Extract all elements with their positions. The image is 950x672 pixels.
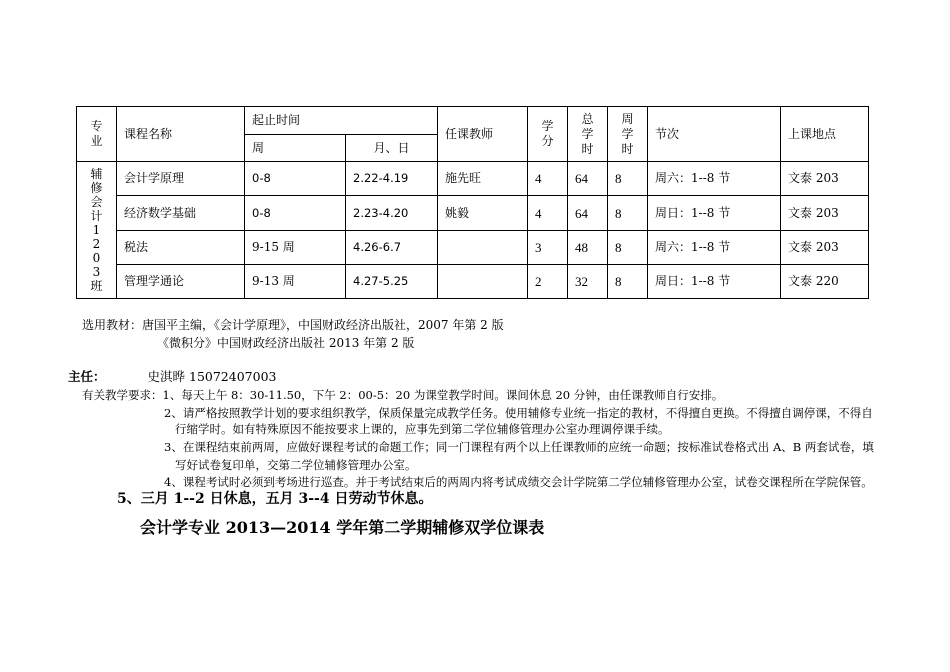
hours-value: 64 — [568, 162, 608, 196]
requirement-3-line-1: 3、在课程结束前两周，应做好课程考试的命题工作；同一门课程有两个以上任课教师的应统一命题；按标准试卷格式出 A、B 两套试卷，填 — [164, 440, 874, 454]
teacher-name: 姚毅 — [438, 196, 528, 230]
date-range: 2.23-4.20 — [346, 196, 438, 230]
header-week: 周 — [245, 135, 346, 162]
header-major: 专业 — [77, 107, 117, 162]
credit-value: 3 — [528, 230, 568, 264]
week-range: 9-13 周 — [245, 264, 346, 298]
header-row — [77, 107, 869, 135]
course-schedule-table — [76, 106, 869, 299]
hours-value: 64 — [568, 196, 608, 230]
requirements-intro: 有关教学要求：1、每天上午 8：30-11.50，下午 2：00-5：20 为课堂教学时间。课间休息 20 分钟，由任课教师自行安排。 — [82, 388, 724, 402]
header-teacher: 任课教师 — [438, 107, 528, 162]
sessions-value: 周六：1--8 节 — [648, 230, 781, 264]
location-value: 文泰 203 — [781, 196, 869, 230]
requirement-3-line-2: 写好试卷复印单，交第二学位辅修管理办公室。 — [175, 458, 417, 472]
weekly-hours-value: 8 — [608, 196, 648, 230]
requirement-2-line-2: 行缩学时。如有特殊原因不能按要求上课的，应事先到第二学位辅修管理办公室办理调停课手续。 — [175, 422, 670, 436]
sessions-value: 周日：1--8 节 — [648, 264, 781, 298]
course-name: 会计学原理 — [117, 162, 245, 196]
header-date: 月、日 — [346, 135, 438, 162]
supervisor-label: 主任： — [68, 369, 106, 384]
teacher-name — [438, 230, 528, 264]
sessions-value: 周六：1--8 节 — [648, 162, 781, 196]
hours-value: 32 — [568, 264, 608, 298]
header-course: 课程名称 — [117, 107, 245, 162]
class-label: 辅修会计1203班 — [77, 162, 117, 299]
requirement-4: 4、课程考试时必须到考场进行巡查。并于考试结束后的两周内将考试成绩交会计学院第二学位辅修管理办公室，试卷交课程所在学院保管。 — [164, 475, 873, 489]
requirement-2-line-1: 2、请严格按照教学计划的要求组织教学，保质保量完成教学任务。使用辅修专业统一指定的教材，不得擅自更换。不得擅自调停课，不得自 — [164, 406, 873, 420]
header-weekly-hours: 周学时 — [608, 107, 648, 162]
header-hours: 总学时 — [568, 107, 608, 162]
credit-value: 4 — [528, 196, 568, 230]
table-row — [77, 162, 869, 196]
textbooks-line-1: 选用教材：唐国平主编，《会计学原理》，中国财政经济出版社，2007 年第 2 版 — [82, 318, 504, 332]
credit-value: 2 — [528, 264, 568, 298]
date-range: 4.26-6.7 — [346, 230, 438, 264]
table-row — [77, 196, 869, 230]
weekly-hours-value: 8 — [608, 264, 648, 298]
requirement-5: 5、三月 1--2 日休息，五月 3--4 日劳动节休息。 — [117, 491, 433, 507]
weekly-hours-value: 8 — [608, 162, 648, 196]
table-row — [77, 264, 869, 298]
page-title: 会计学专业 2013—2014 学年第二学期辅修双学位课表 — [140, 518, 545, 537]
header-credit: 学分 — [528, 107, 568, 162]
credit-value: 4 — [528, 162, 568, 196]
date-range: 4.27-5.25 — [346, 264, 438, 298]
weekly-hours-value: 8 — [608, 230, 648, 264]
sessions-value: 周日：1--8 节 — [648, 196, 781, 230]
header-sessions: 节次 — [648, 107, 781, 162]
course-name: 管理学通论 — [117, 264, 245, 298]
supervisor-value: 史淇晔 15072407003 — [147, 369, 277, 384]
date-range: 2.22-4.19 — [346, 162, 438, 196]
course-name: 税法 — [117, 230, 245, 264]
supervisor — [68, 370, 276, 384]
header-period: 起止时间 — [245, 107, 438, 135]
table-row — [77, 230, 869, 264]
location-value: 文泰 220 — [781, 264, 869, 298]
week-range: 0-8 — [245, 196, 346, 230]
hours-value: 48 — [568, 230, 608, 264]
course-name: 经济数学基础 — [117, 196, 245, 230]
header-location: 上课地点 — [781, 107, 869, 162]
textbooks-line-2: 《微积分》中国财政经济出版社 2013 年第 2 版 — [157, 336, 415, 350]
week-range: 9-15 周 — [245, 230, 346, 264]
teacher-name — [438, 264, 528, 298]
teacher-name: 施先旺 — [438, 162, 528, 196]
week-range: 0-8 — [245, 162, 346, 196]
location-value: 文泰 203 — [781, 162, 869, 196]
location-value: 文泰 203 — [781, 230, 869, 264]
